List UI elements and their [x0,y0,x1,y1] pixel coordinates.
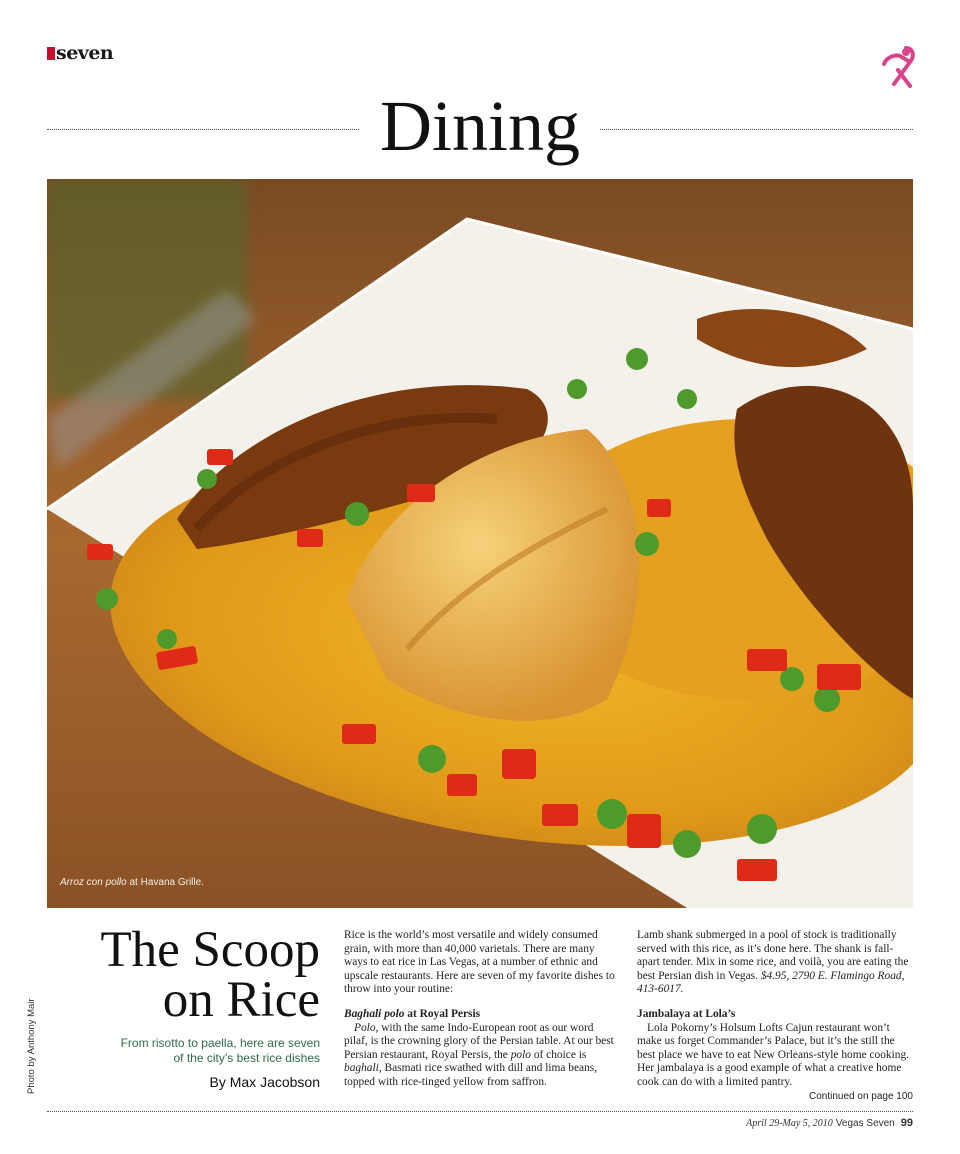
intro-paragraph: Rice is the world’s most versatile and widely consumed grain, with more than 40,000 varietals. There are many ways to eat rice in Las Vegas, at a number of ethnic and upscale restaurants. Here are seven of my favorite dishes to throw into your routine: [344,929,615,996]
item2-paragraph: Lola Pokorny’s Holsum Lofts Cajun restaurant won’t make us forget Commander’s Palace, but it’s the still the best place we have to eat New Orleans-style home cooking. Her jambalaya is a good example of what a creative home cook can do with a limited pantry. [637,1021,910,1088]
caption-venue: at Havana Grille. [126,877,204,888]
item2-heading: Jambalaya at Lola’s [637,1007,736,1020]
page-footer [600,1117,913,1129]
caption-dish: Arroz con pollo [60,877,127,888]
arroz-con-pollo-photo [47,179,913,908]
item1-dish-name: Baghali polo [344,1007,405,1020]
article-headline [60,922,320,1028]
logo-text: seven [56,42,114,64]
item1-paragraph [344,1022,616,1090]
byline: By Max Jacobson [209,1074,320,1090]
item1-venue: at Royal Persis [404,1007,481,1020]
term-polo: Polo [354,1021,376,1034]
pink-ribbon-icon [880,44,920,90]
issue-date: April 29-May 5, 2010 [746,1118,833,1129]
item1-continuation [637,929,913,997]
body-column-1 [344,929,616,1090]
section-rule-left [47,129,359,130]
item1-info: $4.95, 2790 E. Flamingo Road, 413-6017. [637,969,905,996]
item1-text-b: of choice is [530,1048,587,1061]
photo-caption [60,877,204,888]
page-number: 99 [900,1117,913,1129]
deck-line-1: From risotto to paella, here are seven [120,1036,320,1050]
magazine-name: Vegas Seven [835,1118,895,1129]
deck-line-2: of the city’s best rice dishes [173,1051,320,1065]
continued-link: Continued on page 100 [809,1090,913,1102]
section-rule-right [600,129,913,130]
term-polo-2: polo [510,1048,531,1061]
headline-line-2: on Rice [162,972,320,1028]
hero-photo [47,179,913,908]
logo-accent-bar [47,47,55,60]
section-title: Dining [379,86,580,166]
term-baghali: baghali [344,1062,379,1075]
body-column-2 [637,929,913,1103]
footer-rule [47,1111,913,1112]
item1-text-c: , Basmati rice swathed with dill and lima beans, topped with rice-tinged yellow from saffron. [344,1062,598,1088]
article-deck [90,1036,320,1066]
photo-credit: Photo by Anthony Mair [26,998,37,1094]
item1-text-a: , with the same Indo-European root as our word pilaf, is the crowning glory of the Persian table. At our best Persian restaurant, Royal Persis, the [344,1021,614,1061]
item1-text-d: Lamb shank submerged in a pool of stock is traditionally served with this rice, as it’s done here. The shank is fall-apart tender. Mix in some rice, and voilà, you are eating the best Persian dish in Vegas. [637,929,909,982]
item1-heading [344,1008,616,1022]
headline-line-1: The Scoop [100,922,320,978]
magazine-logo [47,44,113,62]
